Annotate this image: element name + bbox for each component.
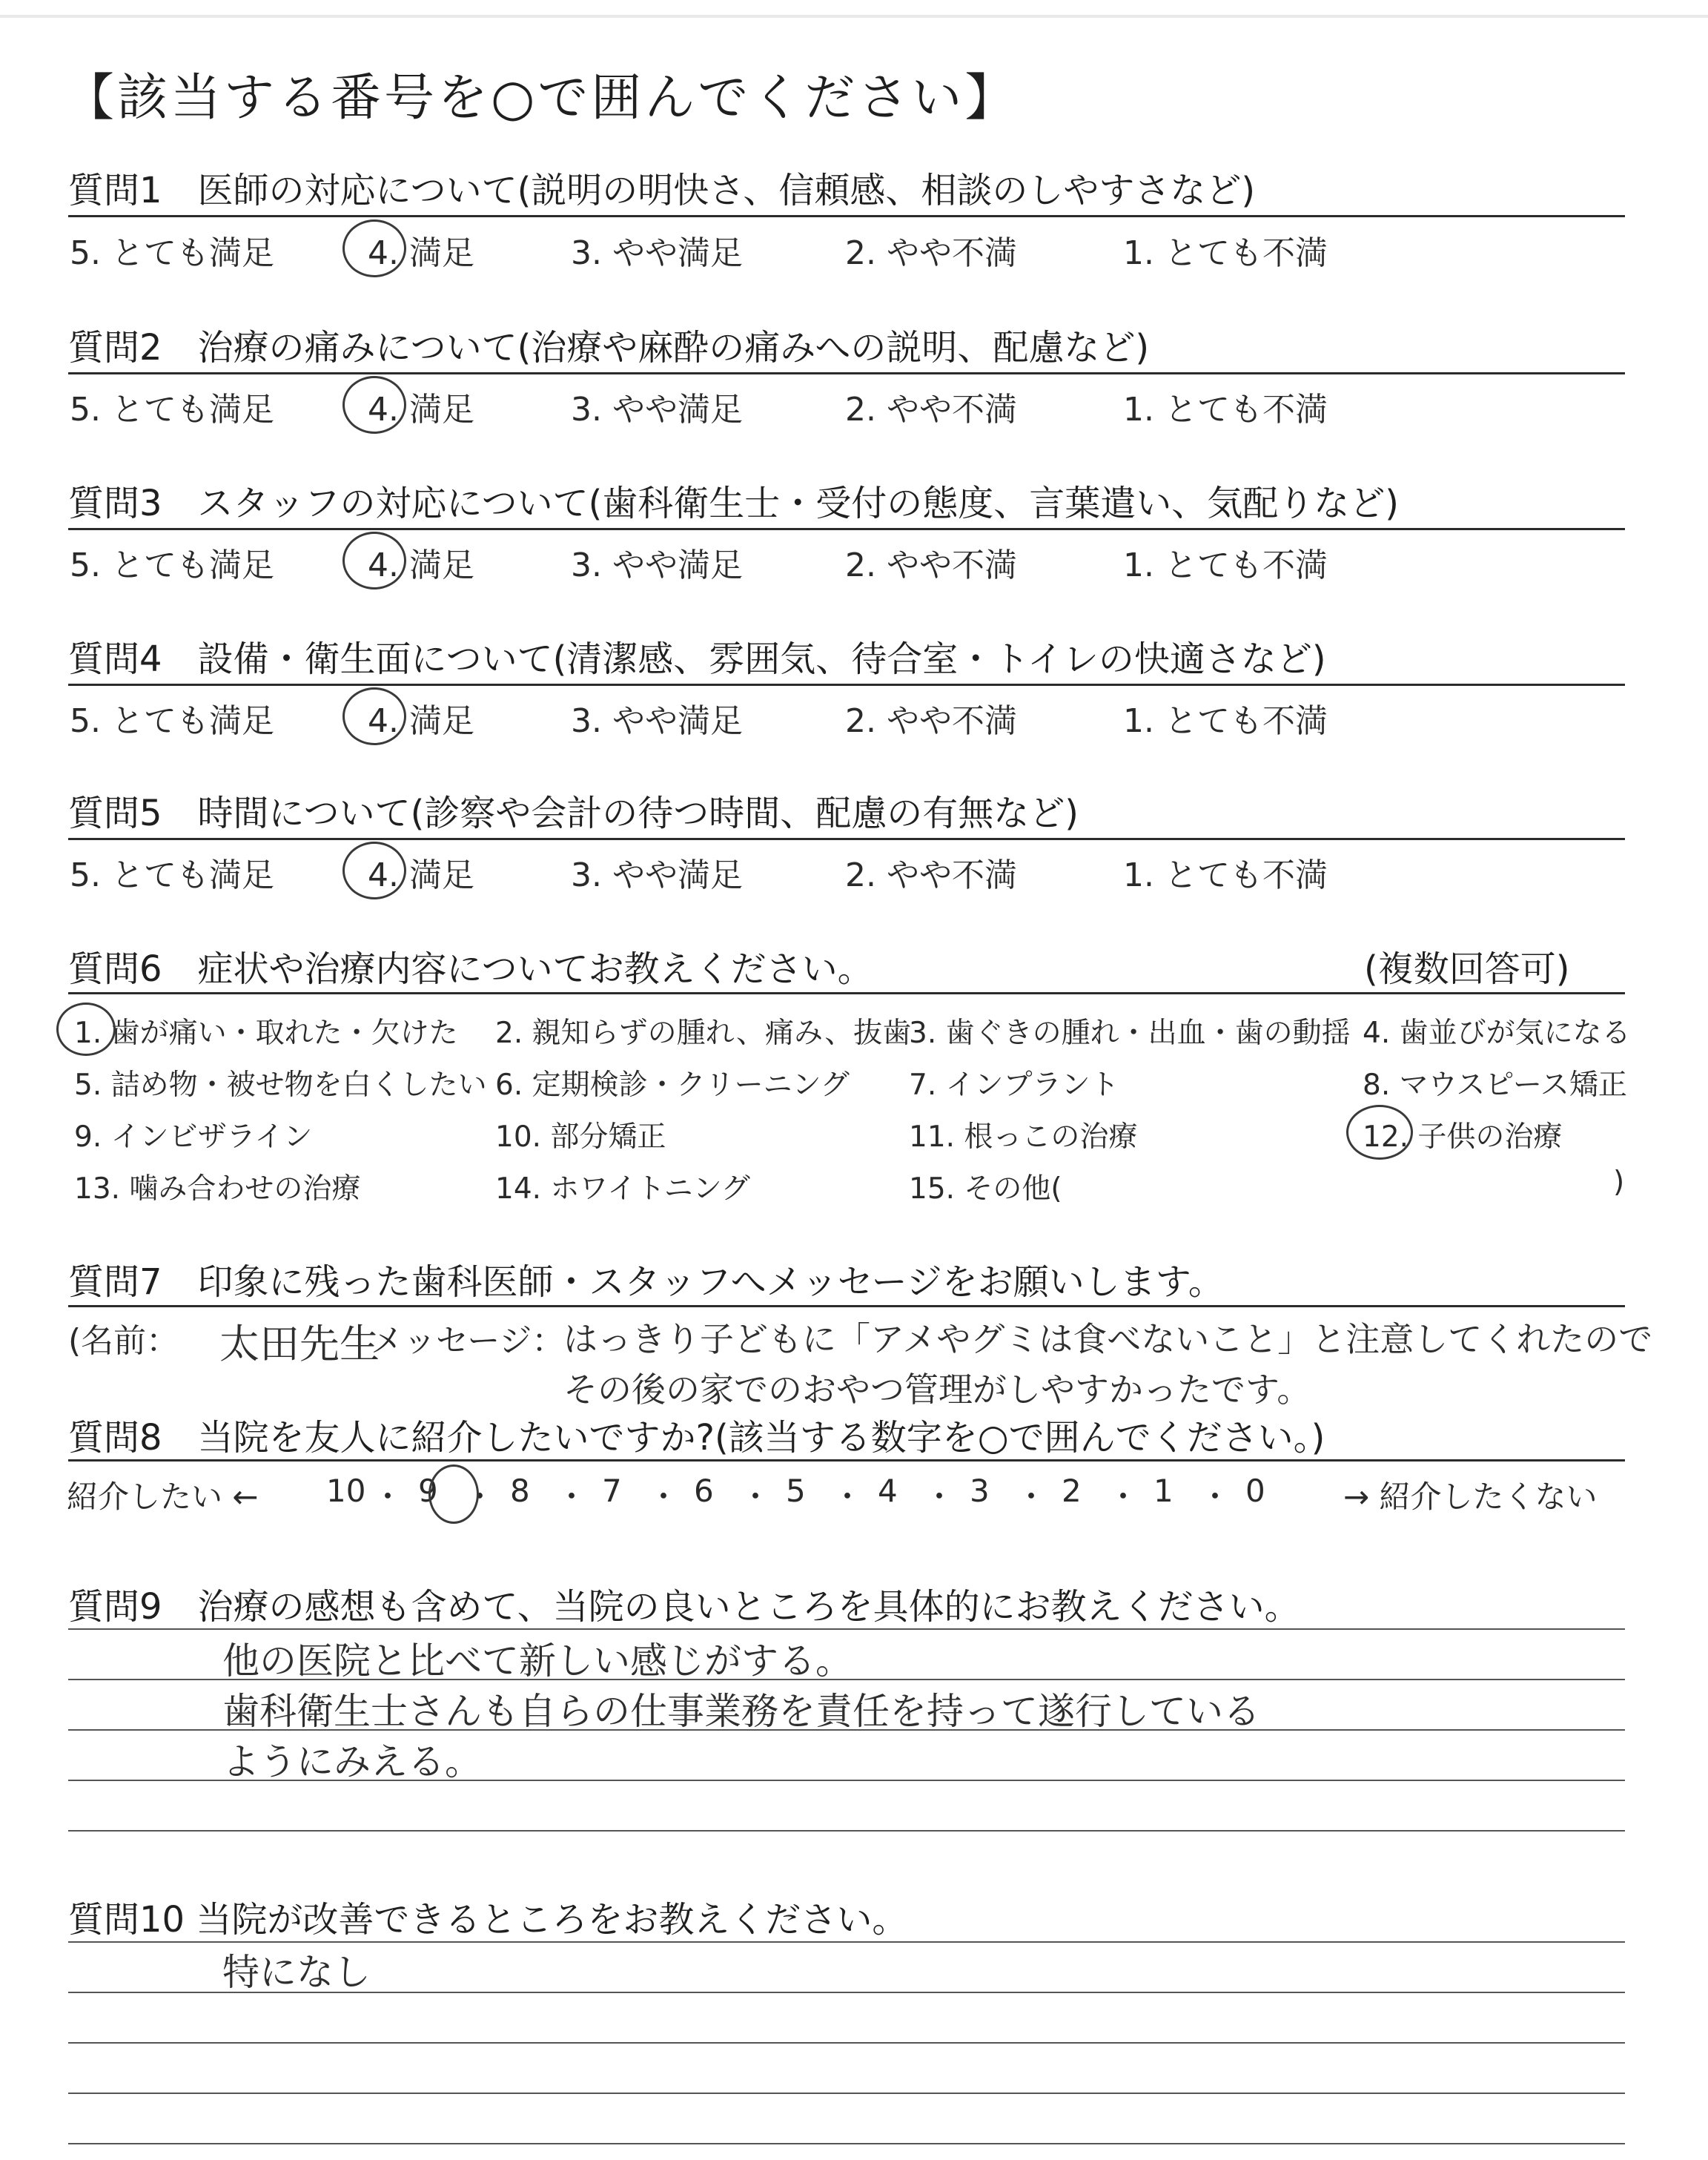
question-7-rule	[68, 1305, 1625, 1307]
q8-scale-value-10[interactable]: 10	[326, 1473, 366, 1509]
q2-selection-circle	[342, 376, 406, 434]
q6-option-12[interactable]: 12. 子供の治療	[1363, 1120, 1563, 1154]
page-heading: 【該当する番号を○で囲んでください】	[64, 69, 1019, 128]
q6-selection-circle-1	[56, 1003, 116, 1056]
q2-option-3[interactable]: 3. やや満足	[571, 391, 743, 429]
question-1-rule	[68, 215, 1625, 217]
q3-option-5[interactable]: 5. とても満足	[70, 546, 274, 584]
q10-line	[68, 2042, 1625, 2044]
q8-selection-circle	[428, 1464, 479, 1524]
q4-option-3[interactable]: 3. やや満足	[571, 702, 743, 740]
q4-option-1[interactable]: 1. とても不満	[1123, 702, 1328, 740]
q10-line	[68, 2143, 1625, 2144]
q8-scale-value-5[interactable]: 5	[786, 1473, 806, 1509]
q3-option-1[interactable]: 1. とても不満	[1123, 546, 1328, 584]
q9-line	[68, 1628, 1625, 1630]
q1-option-2[interactable]: 2. やや不満	[845, 234, 1017, 272]
paper-top-edge	[0, 15, 1708, 18]
q7-message-line-2[interactable]: その後の家でのおやつ管理がしやすかったです。	[563, 1370, 1311, 1410]
question-8-rule	[68, 1459, 1625, 1462]
q1-option-1[interactable]: 1. とても不満	[1123, 234, 1328, 272]
q7-message-line-1[interactable]: はっきり子どもに「アメやグミは食べないこと」と注意してくれたので	[563, 1319, 1653, 1359]
question-5-rule	[68, 838, 1625, 840]
q2-option-5[interactable]: 5. とても満足	[70, 391, 274, 429]
q8-scale-value-7[interactable]: 7	[602, 1473, 622, 1509]
question-4-rule	[68, 684, 1625, 686]
question-6-rule	[68, 992, 1625, 994]
q5-option-2[interactable]: 2. やや不満	[845, 856, 1017, 894]
q6-option-5[interactable]: 5. 詰め物・被せ物を白くしたい	[74, 1069, 487, 1102]
q8-scale-separator: ・	[464, 1479, 496, 1515]
q8-scale-value-3[interactable]: 3	[970, 1473, 990, 1509]
q10-line	[68, 2093, 1625, 2094]
q6-other-close-paren: )	[1613, 1166, 1625, 1199]
q4-option-4[interactable]: 4. 満足	[368, 702, 474, 740]
q1-option-4[interactable]: 4. 満足	[368, 234, 474, 272]
q1-option-3[interactable]: 3. やや満足	[571, 234, 743, 272]
question-6-title: 質問6 症状や治療内容についてお教えください。	[68, 948, 873, 990]
q6-option-7[interactable]: 7. インプラント	[909, 1069, 1119, 1102]
q10-answer-line-1[interactable]: 特になし	[222, 1951, 371, 1994]
q2-option-1[interactable]: 1. とても不満	[1123, 391, 1328, 429]
q7-message-label: メッセージ：	[371, 1322, 565, 1360]
q8-left-label: 紹介したい ←	[67, 1479, 259, 1515]
q8-scale-value-1[interactable]: 1	[1153, 1473, 1174, 1509]
q8-scale-separator: ・	[372, 1479, 404, 1515]
q6-option-13[interactable]: 13. 噛み合わせの治療	[74, 1172, 361, 1206]
question-2-rule	[68, 372, 1625, 374]
q5-option-3[interactable]: 3. やや満足	[571, 856, 743, 894]
q5-selection-circle	[342, 842, 406, 899]
q8-scale-separator: ・	[924, 1479, 956, 1515]
q8-scale-value-9[interactable]: 9	[418, 1473, 438, 1509]
q7-name-label: (名前：	[68, 1322, 179, 1360]
q8-scale-separator: ・	[1016, 1479, 1047, 1515]
q8-scale-value-8[interactable]: 8	[510, 1473, 530, 1509]
q7-name-value[interactable]: 太田先生	[219, 1321, 380, 1367]
q8-scale-value-4[interactable]: 4	[878, 1473, 898, 1509]
q9-line	[68, 1830, 1625, 1832]
q1-option-5[interactable]: 5. とても満足	[70, 234, 274, 272]
q6-option-6[interactable]: 6. 定期検診・クリーニング	[495, 1069, 850, 1102]
question-8-title: 質問8 当院を友人に紹介したいですか?(該当する数字を○で囲んでください。)	[68, 1417, 1325, 1459]
q6-option-4[interactable]: 4. 歯並びが気になる	[1363, 1017, 1631, 1050]
question-6-note: (複数回答可)	[1364, 948, 1570, 990]
question-10-title: 質問10 当院が改善できるところをお教えください。	[68, 1899, 908, 1941]
question-2-title: 質問2 治療の痛みについて(治療や麻酔の痛みへの説明、配慮など)	[68, 327, 1150, 369]
q3-option-3[interactable]: 3. やや満足	[571, 546, 743, 584]
question-3-rule	[68, 528, 1625, 530]
q6-option-8[interactable]: 8. マウスピース矯正	[1363, 1069, 1627, 1102]
q9-answer-line-2[interactable]: 歯科衛生士さんも自らの仕事業務を責任を持って遂行している	[222, 1690, 1260, 1733]
q5-option-4[interactable]: 4. 満足	[368, 856, 474, 894]
q6-option-11[interactable]: 11. 根っこの治療	[909, 1120, 1138, 1154]
q6-option-10[interactable]: 10. 部分矯正	[495, 1120, 666, 1154]
question-7-title: 質問7 印象に残った歯科医師・スタッフへメッセージをお願いします。	[68, 1261, 1224, 1303]
q6-option-15[interactable]: 15. その他(	[909, 1172, 1062, 1206]
q9-answer-line-1[interactable]: 他の医院と比べて新しい感じがする。	[222, 1639, 853, 1682]
question-9-title: 質問9 治療の感想も含めて、当院の良いところを具体的にお教えください。	[68, 1586, 1300, 1628]
q5-option-5[interactable]: 5. とても満足	[70, 856, 274, 894]
question-1-title: 質問1 医師の対応について(説明の明快さ、信頼感、相談のしやすさなど)	[68, 170, 1256, 211]
q8-scale-value-2[interactable]: 2	[1062, 1473, 1082, 1509]
q8-scale-value-0[interactable]: 0	[1245, 1473, 1265, 1509]
q3-selection-circle	[342, 532, 406, 589]
q6-option-2[interactable]: 2. 親知らずの腫れ、痛み、抜歯	[495, 1017, 912, 1050]
q8-right-label: → 紹介したくない	[1343, 1479, 1598, 1515]
q8-scale-separator: ・	[1199, 1479, 1231, 1515]
question-4-title: 質問4 設備・衛生面について(清潔感、雰囲気、待合室・トイレの快適さなど)	[68, 638, 1326, 680]
q8-scale-separator: ・	[556, 1479, 588, 1515]
q4-option-5[interactable]: 5. とても満足	[70, 702, 274, 740]
q4-selection-circle	[342, 687, 406, 745]
q8-scale-value-6[interactable]: 6	[694, 1473, 714, 1509]
q8-scale-separator: ・	[832, 1479, 864, 1515]
q8-scale-separator: ・	[740, 1479, 772, 1515]
q6-option-14[interactable]: 14. ホワイトニング	[495, 1172, 750, 1206]
q6-selection-circle-12	[1346, 1105, 1413, 1160]
q2-option-2[interactable]: 2. やや不満	[845, 391, 1017, 429]
q6-option-9[interactable]: 9. インビザライン	[74, 1120, 313, 1154]
q2-option-4[interactable]: 4. 満足	[368, 391, 474, 429]
q1-selection-circle	[342, 219, 406, 277]
q8-scale-separator: ・	[648, 1479, 680, 1515]
q6-option-3[interactable]: 3. 歯ぐきの腫れ・出血・歯の動揺	[909, 1017, 1351, 1050]
q8-scale-separator: ・	[1108, 1479, 1139, 1515]
q4-option-2[interactable]: 2. やや不満	[845, 702, 1017, 740]
question-3-title: 質問3 スタッフの対応について(歯科衛生士・受付の態度、言葉遣い、気配りなど)	[68, 483, 1400, 524]
q3-option-2[interactable]: 2. やや不満	[845, 546, 1017, 584]
q3-option-4[interactable]: 4. 満足	[368, 546, 474, 584]
q5-option-1[interactable]: 1. とても不満	[1123, 856, 1328, 894]
question-5-title: 質問5 時間について(診察や会計の待つ時間、配慮の有無など)	[68, 793, 1079, 834]
q6-option-1[interactable]: 1. 歯が痛い・取れた・欠けた	[74, 1017, 458, 1050]
q9-answer-line-3[interactable]: ようにみえる。	[222, 1740, 482, 1783]
